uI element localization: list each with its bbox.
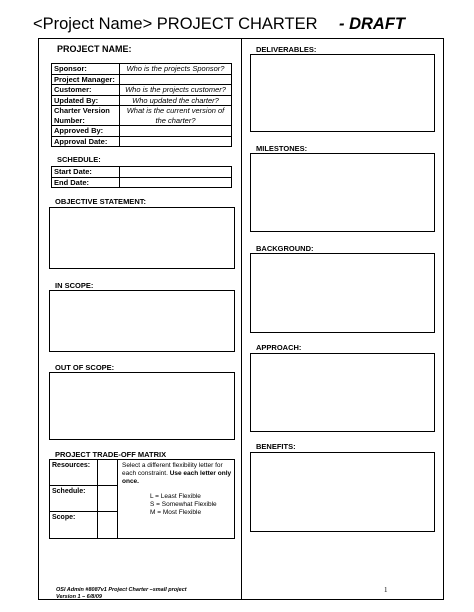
legend-least-flexible: L = Least Flexible: [150, 493, 201, 500]
updated-by-value[interactable]: Who updated the charter?: [120, 95, 232, 106]
legend-most-flexible: M = Most Flexible: [150, 509, 202, 516]
tradeoff-resources-label: Resources:: [50, 460, 98, 486]
tradeoff-resources-cell[interactable]: [98, 460, 118, 486]
approach-label: APPROACH:: [256, 343, 302, 352]
tradeoff-schedule-cell[interactable]: [98, 486, 118, 512]
project-manager-label: Project Manager:: [52, 74, 120, 85]
customer-label: Customer:: [52, 85, 120, 96]
project-info-table: [51, 63, 232, 147]
tradeoff-matrix-label: PROJECT TRADE-OFF MATRIX: [55, 450, 167, 459]
info-row-customer: [52, 85, 232, 96]
deliverables-box[interactable]: [250, 54, 435, 132]
tradeoff-schedule-label: Schedule:: [50, 486, 98, 512]
tradeoff-instructions: [122, 462, 234, 486]
deliverables-label: DELIVERABLES:: [256, 45, 317, 54]
project-manager-value[interactable]: [120, 74, 232, 85]
sponsor-label: Sponsor:: [52, 64, 120, 75]
tradeoff-scope-label: Scope:: [50, 512, 98, 538]
project-name-label: PROJECT NAME:: [57, 44, 132, 54]
document-title: [33, 15, 405, 34]
info-row-approval-date: [52, 136, 232, 147]
approach-box[interactable]: [250, 353, 435, 432]
tradeoff-scope-cell[interactable]: [98, 512, 118, 538]
schedule-row-end: [52, 177, 232, 188]
milestones-box[interactable]: [250, 153, 435, 232]
approved-by-value[interactable]: [120, 126, 232, 137]
page-number: 1: [384, 586, 388, 594]
objective-statement-label: OBJECTIVE STATEMENT:: [55, 197, 146, 206]
tradeoff-instruction-1: Select a different flexibility letter for each constraint.: [122, 462, 223, 477]
approval-date-value[interactable]: [120, 136, 232, 147]
schedule-label: SCHEDULE:: [57, 155, 101, 164]
customer-value[interactable]: Who is the projects customer?: [120, 85, 232, 96]
tradeoff-instruction-2: Use each letter only once.: [122, 470, 232, 485]
info-row-sponsor: [52, 64, 232, 75]
benefits-label: BENEFITS:: [256, 442, 296, 451]
sponsor-value[interactable]: Who is the projects Sponsor?: [120, 64, 232, 75]
info-row-updated-by: [52, 95, 232, 106]
tradeoff-matrix: [49, 459, 235, 539]
benefits-box[interactable]: [250, 452, 435, 532]
legend-somewhat-flexible: S = Somewhat Flexible: [150, 501, 217, 508]
milestones-label: MILESTONES:: [256, 144, 308, 153]
end-date-value[interactable]: [120, 177, 232, 188]
schedule-table: [51, 166, 232, 188]
charter-version-label: Charter Version Number:: [52, 106, 120, 126]
info-row-approved-by: [52, 126, 232, 137]
objective-statement-box[interactable]: [49, 207, 235, 269]
footer-line-1: OSI Admin #8087v1 Project Charter –small project: [56, 587, 187, 593]
approved-by-label: Approved By:: [52, 126, 120, 137]
draft-status: - DRAFT: [339, 15, 405, 33]
in-scope-box[interactable]: [49, 290, 235, 352]
approval-date-label: Approval Date:: [52, 136, 120, 147]
out-of-scope-box[interactable]: [49, 372, 235, 440]
info-row-charter-version: [52, 106, 232, 126]
start-date-value[interactable]: [120, 167, 232, 178]
updated-by-label: Updated By:: [52, 95, 120, 106]
background-box[interactable]: [250, 253, 435, 333]
background-label: BACKGROUND:: [256, 244, 314, 253]
start-date-label: Start Date:: [52, 167, 120, 178]
charter-version-value[interactable]: What is the current version of the charter?: [120, 106, 232, 126]
out-of-scope-label: OUT OF SCOPE:: [55, 363, 115, 372]
flexibility-legend: [150, 493, 217, 517]
schedule-row-start: [52, 167, 232, 178]
end-date-label: End Date:: [52, 177, 120, 188]
title-text: <Project Name> PROJECT CHARTER: [33, 15, 318, 33]
column-divider: [241, 38, 242, 600]
footer-line-2: Version 1 – 6/8/09: [56, 594, 102, 600]
in-scope-label: IN SCOPE:: [55, 281, 94, 290]
info-row-project-manager: [52, 74, 232, 85]
footer-reference: [56, 587, 187, 601]
